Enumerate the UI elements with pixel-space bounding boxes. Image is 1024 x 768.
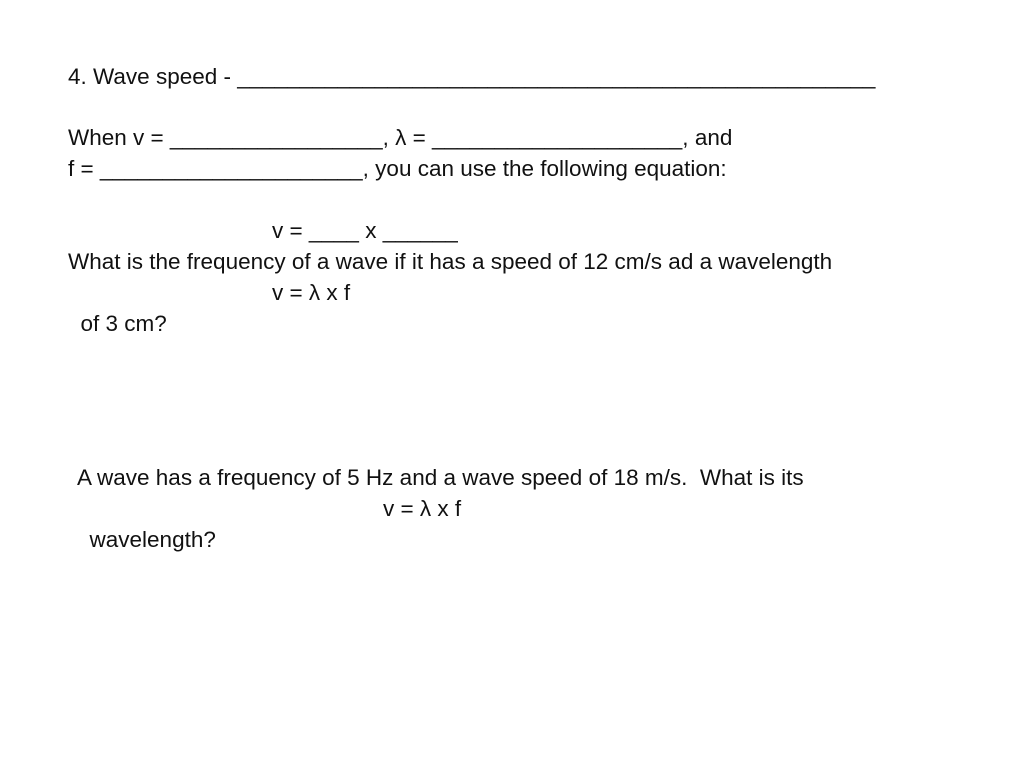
definition-line-2: f = _____________________, you can use the following equation: — [68, 156, 727, 181]
wavelength-problem-text: wavelength? — [89, 527, 216, 552]
frequency-problem-line-1: What is the frequency of a wave if it has a speed of 12 cm/s ad a wavelength — [68, 249, 833, 274]
wavelength-problem-line-1: A wave has a frequency of 5 Hz and a wave speed of 18 m/s. What is its — [77, 465, 804, 490]
frequency-problem-formula: v = λ x f — [272, 280, 351, 305]
wavelength-problem-formula: v = λ x f — [383, 496, 462, 521]
wavelength-problem-line-2 — [77, 493, 462, 586]
frequency-problem-line-2 — [68, 277, 351, 370]
wave-speed-heading: 4. Wave speed - ___________________________________________________ — [68, 64, 876, 89]
definition-line-1: When v = _________________, λ = ____________________, and — [68, 125, 733, 150]
frequency-problem-text: of 3 cm? — [80, 311, 167, 336]
blank-equation: v = ____ x ______ — [272, 218, 458, 243]
